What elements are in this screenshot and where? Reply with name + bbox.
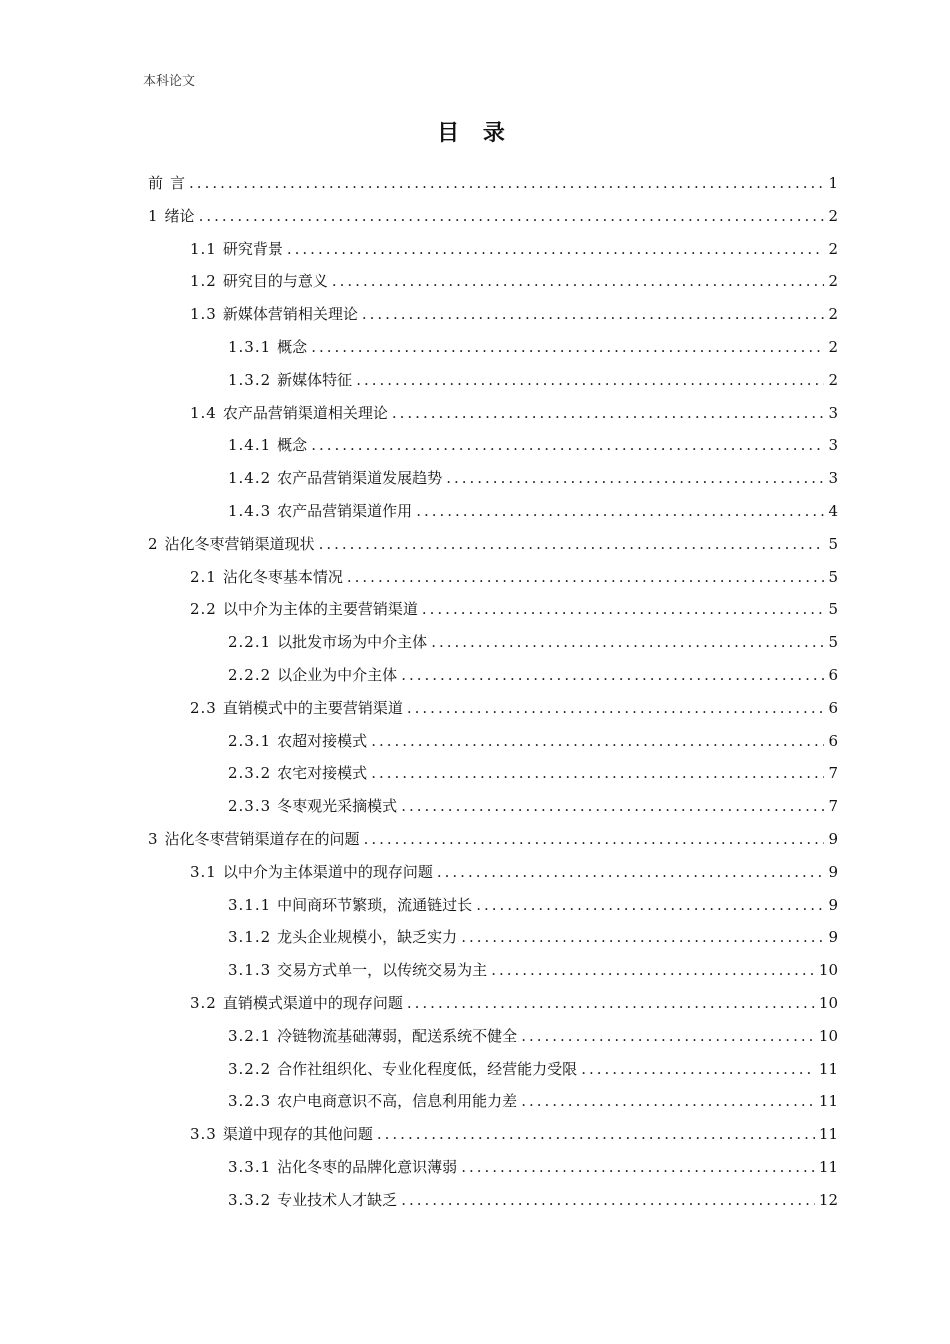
toc-entry-page: 3 [828, 436, 838, 455]
toc-entry[interactable] [148, 626, 838, 659]
toc-entry-title: 交易方式单一，以传统交易为主 [277, 961, 488, 980]
toc-entry-number: 2.1 [190, 567, 217, 586]
toc-leader-dots [392, 397, 824, 430]
toc-entry[interactable] [148, 233, 838, 266]
toc-entry-page: 3 [828, 403, 838, 422]
toc-leader-dots [446, 462, 824, 495]
toc-leader-dots [356, 364, 824, 397]
toc-entry[interactable] [148, 561, 838, 594]
toc-entry[interactable] [148, 1085, 838, 1118]
toc-leader-dots [461, 921, 824, 954]
toc-entry-number: 1 [148, 206, 159, 225]
toc-entry[interactable] [148, 593, 838, 626]
toc-entry-page: 9 [828, 829, 838, 848]
toc-entry[interactable] [148, 1184, 838, 1217]
toc-entry-title: 直销模式中的主要营销渠道 [222, 698, 403, 717]
toc-entry-title: 直销模式渠道中的现存问题 [222, 993, 403, 1012]
toc-entry[interactable] [148, 200, 838, 233]
toc-entry-number: 3.1 [190, 862, 217, 881]
toc-entry[interactable] [148, 823, 838, 856]
toc-entry[interactable] [148, 528, 838, 561]
toc-leader-dots [311, 331, 824, 364]
toc-entry-page: 9 [828, 928, 838, 947]
running-header: 本科论文 [143, 74, 196, 89]
toc-entry[interactable] [148, 757, 838, 790]
toc-leader-dots [407, 987, 815, 1020]
toc-entry-title: 农超对接模式 [277, 731, 368, 750]
toc-entry-page: 7 [828, 797, 838, 816]
toc-entry-title: 农产品营销渠道作用 [277, 501, 413, 520]
toc-entry[interactable] [148, 167, 838, 200]
toc-entry-page: 5 [828, 600, 838, 619]
toc-entry-title: 概念 [277, 436, 308, 455]
toc-entry-number: 1.4.2 [228, 469, 272, 488]
toc-entry-title: 沾化冬枣营销渠道存在的问题 [164, 829, 360, 848]
toc-entry-number: 1.1 [190, 239, 217, 258]
toc-entry[interactable] [148, 364, 838, 397]
toc-leader-dots [199, 200, 824, 233]
toc-entry-page: 5 [828, 534, 838, 553]
toc-entry-number: 2.3.1 [228, 731, 272, 750]
toc-entry-title: 以中介为主体渠道中的现存问题 [222, 862, 433, 881]
toc-entry-title: 以企业为中介主体 [277, 665, 398, 684]
toc-entry-title: 研究目的与意义 [222, 272, 328, 291]
toc-entry-page: 10 [818, 1026, 838, 1045]
toc-leader-dots [371, 725, 824, 758]
toc-entry-page: 10 [818, 993, 838, 1012]
toc-leader-dots [491, 954, 815, 987]
toc-entry-page: 2 [828, 206, 838, 225]
toc-entry[interactable] [148, 889, 838, 922]
toc-entry-page: 6 [828, 698, 838, 717]
toc-entry-number: 1.3.2 [228, 370, 272, 389]
toc-entry[interactable] [148, 298, 838, 331]
toc-entry[interactable] [148, 987, 838, 1020]
toc-leader-dots [437, 856, 824, 889]
toc-entry[interactable] [148, 692, 838, 725]
table-of-contents [148, 167, 838, 1217]
toc-leader-dots [364, 823, 824, 856]
toc-entry-page: 11 [818, 1092, 838, 1111]
toc-leader-dots [189, 167, 824, 200]
toc-entry-page: 1 [828, 174, 838, 192]
toc-entry-title: 渠道中现存的其他问题 [222, 1125, 373, 1144]
toc-entry-page: 2 [828, 305, 838, 324]
toc-entry-title: 绪论 [164, 206, 195, 225]
toc-entry-page: 9 [828, 862, 838, 881]
toc-entry[interactable] [148, 1020, 838, 1053]
toc-entry-number: 3.2.1 [228, 1026, 272, 1045]
toc-entry-number: 3.2.3 [228, 1092, 272, 1111]
toc-leader-dots [401, 790, 824, 823]
toc-entry-number: 1.4.1 [228, 436, 272, 455]
toc-entry[interactable] [148, 331, 838, 364]
toc-entry-title: 概念 [277, 337, 308, 356]
toc-entry[interactable] [148, 725, 838, 758]
toc-entry-title: 农产品营销渠道相关理论 [222, 403, 388, 422]
toc-entry-number: 3.1.3 [228, 961, 272, 980]
toc-leader-dots [347, 561, 824, 594]
toc-entry[interactable] [148, 790, 838, 823]
toc-entry[interactable] [148, 954, 838, 987]
toc-leader-dots [371, 757, 824, 790]
toc-entry-number: 2.3.3 [228, 797, 272, 816]
toc-entry-number: 2.2.2 [228, 665, 272, 684]
toc-leader-dots [377, 1118, 815, 1151]
toc-entry-number: 2.2 [190, 600, 217, 619]
toc-entry-number: 3.3 [190, 1125, 217, 1144]
toc-entry-number: 2.3.2 [228, 764, 272, 783]
toc-entry[interactable] [148, 1151, 838, 1184]
toc-entry-title: 沾化冬枣基本情况 [222, 567, 343, 586]
toc-entry-title: 农户电商意识不高，信息利用能力差 [277, 1092, 518, 1111]
toc-entry-number: 2.2.1 [228, 633, 272, 652]
toc-leader-dots [311, 429, 824, 462]
toc-entry-number: 3.3.1 [228, 1157, 272, 1176]
toc-entry-number: 1.2 [190, 272, 217, 291]
toc-entry[interactable] [148, 921, 838, 954]
toc-leader-dots [416, 495, 824, 528]
toc-entry-number: 3.3.2 [228, 1190, 272, 1209]
toc-leader-dots [581, 1053, 815, 1086]
toc-leader-dots [521, 1020, 815, 1053]
toc-entry-number: 3.2.2 [228, 1059, 272, 1078]
toc-entry[interactable] [148, 397, 838, 430]
toc-entry-number: 1.4 [190, 403, 217, 422]
toc-entry-page: 6 [828, 665, 838, 684]
toc-entry-title: 沾化冬枣营销渠道现状 [164, 534, 315, 553]
toc-entry-number: 1.3 [190, 305, 217, 324]
toc-leader-dots [332, 265, 824, 298]
toc-entry-title: 研究背景 [222, 239, 283, 258]
toc-leader-dots [287, 233, 824, 266]
toc-entry-page: 2 [828, 239, 838, 258]
toc-entry-page: 12 [818, 1190, 838, 1209]
toc-entry-title: 新媒体营销相关理论 [222, 305, 358, 324]
toc-entry-page: 5 [828, 567, 838, 586]
toc-entry-title: 农宅对接模式 [277, 764, 368, 783]
toc-entry[interactable] [148, 265, 838, 298]
toc-entry-number: 3 [148, 829, 159, 848]
toc-entry-title: 冬枣观光采摘模式 [277, 797, 398, 816]
toc-leader-dots [407, 692, 824, 725]
page-title: 目 录 [437, 121, 513, 146]
toc-leader-dots [319, 528, 824, 561]
toc-entry-page: 10 [818, 961, 838, 980]
toc-entry-page: 4 [828, 501, 838, 520]
toc-entry-page: 6 [828, 731, 838, 750]
toc-entry[interactable] [148, 659, 838, 692]
toc-entry-page: 11 [818, 1157, 838, 1176]
toc-entry-page: 5 [828, 633, 838, 652]
toc-entry-title: 龙头企业规模小，缺乏实力 [277, 928, 458, 947]
toc-entry-page: 11 [818, 1125, 838, 1144]
toc-entry-page: 11 [818, 1059, 838, 1078]
toc-entry-number: 2 [148, 534, 159, 553]
toc-leader-dots [422, 593, 824, 626]
toc-entry[interactable] [148, 856, 838, 889]
toc-entry[interactable] [148, 1118, 838, 1151]
toc-leader-dots [476, 889, 824, 922]
toc-entry-title: 农产品营销渠道发展趋势 [277, 469, 443, 488]
toc-leader-dots [401, 1184, 815, 1217]
toc-entry-page: 2 [828, 272, 838, 291]
toc-leader-dots [401, 659, 824, 692]
toc-entry-number: 前 [148, 174, 165, 192]
toc-entry-title: 沾化冬枣的品牌化意识薄弱 [277, 1157, 458, 1176]
toc-entry[interactable] [148, 429, 838, 462]
toc-entry-number: 3.2 [190, 993, 217, 1012]
toc-entry-title: 新媒体特征 [277, 370, 353, 389]
toc-entry-title: 合作社组织化、专业化程度低，经营能力受限 [277, 1059, 578, 1078]
toc-leader-dots [461, 1151, 815, 1184]
toc-entry-title: 言 [170, 174, 186, 192]
toc-entry-title: 冷链物流基础薄弱，配送系统不健全 [277, 1026, 518, 1045]
toc-entry-page: 9 [828, 895, 838, 914]
toc-entry-title: 以中介为主体的主要营销渠道 [222, 600, 418, 619]
toc-entry-page: 3 [828, 469, 838, 488]
toc-entry-page: 2 [828, 337, 838, 356]
toc-leader-dots [362, 298, 824, 331]
toc-entry-number: 3.1.1 [228, 895, 272, 914]
toc-leader-dots [521, 1085, 815, 1118]
toc-entry-number: 2.3 [190, 698, 217, 717]
toc-entry[interactable] [148, 1053, 838, 1086]
toc-entry-number: 1.4.3 [228, 501, 272, 520]
toc-entry[interactable] [148, 495, 838, 528]
toc-entry-title: 专业技术人才缺乏 [277, 1190, 398, 1209]
toc-entry-page: 7 [828, 764, 838, 783]
toc-entry-number: 1.3.1 [228, 337, 272, 356]
toc-entry-number: 3.1.2 [228, 928, 272, 947]
toc-entry[interactable] [148, 462, 838, 495]
toc-entry-title: 中间商环节繁琐，流通链过长 [277, 895, 473, 914]
toc-leader-dots [431, 626, 824, 659]
toc-entry-page: 2 [828, 370, 838, 389]
toc-entry-title: 以批发市场为中介主体 [277, 633, 428, 652]
